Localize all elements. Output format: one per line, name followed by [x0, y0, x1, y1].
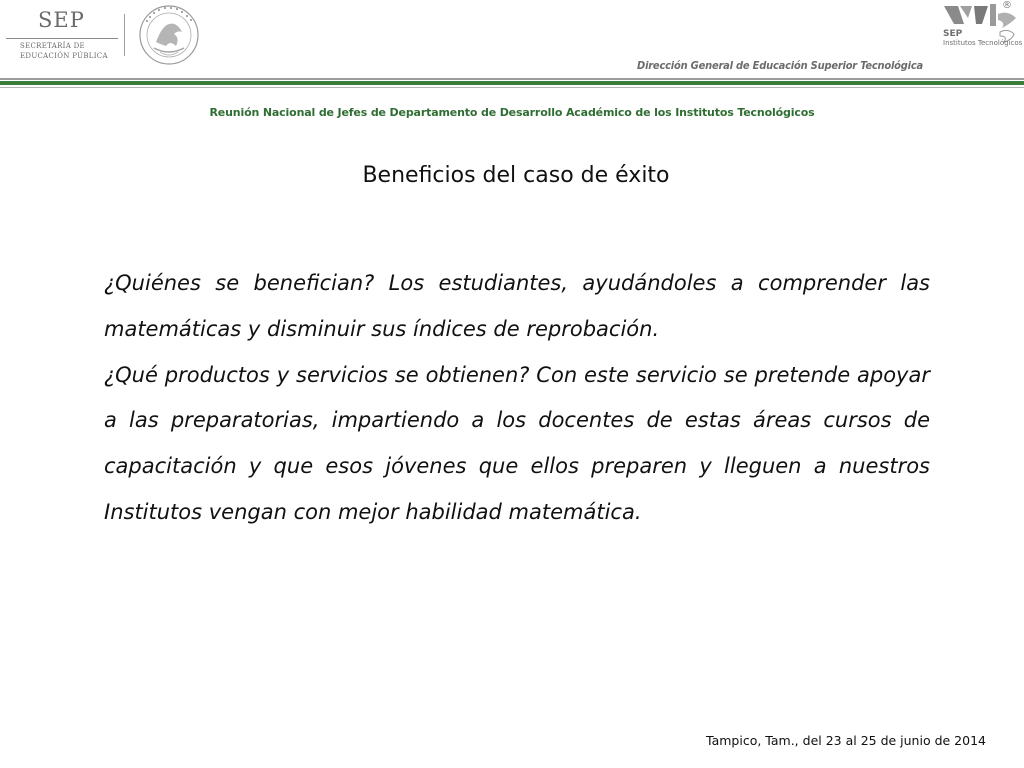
meeting-title: Reunión Nacional de Jefes de Departamento de Desarrollo Académico de los Institutos Tecnológicos: [209, 106, 815, 119]
sep-logo-subtitle: [20, 41, 108, 61]
header-rule-green: [0, 81, 1024, 85]
paragraph-beneficiaries: ¿Quiénes se benefician? Los estudiantes, ayudándoles a comprender las matemáticas y disminuir sus índices de reprobación.: [104, 271, 930, 341]
sep-logo-line2: EDUCACIÓN PÚBLICA: [20, 52, 108, 60]
sep-logo-line1: SECRETARÍA DE: [20, 42, 85, 50]
sep-logo-word: SEP: [38, 8, 85, 32]
mexico-seal-icon: [136, 4, 202, 66]
logo-divider: [124, 14, 125, 56]
registered-mark: ®: [1002, 0, 1012, 11]
footer-location-date: Tampico, Tam., del 23 al 25 de junio de 2014: [706, 733, 986, 748]
slide-title: Beneficios del caso de éxito: [362, 163, 670, 188]
directorate-title: Dirección General de Educación Superior Tecnológica: [637, 59, 923, 72]
header-rule-gray: [0, 78, 1024, 80]
paragraph-products-services: ¿Qué productos y servicios se obtienen? Con este servicio se pretende apoyar a las preparatorias, impartiendo a los docentes de estas áreas cursos de capacitación y que esos jóvenes que ellos preparen y lleguen a nuestros Institutos vengan con mejor habilidad matemática.: [104, 362, 930, 524]
header-rule-gray-thin: [0, 87, 1024, 88]
sep-logo: [6, 8, 118, 62]
sep-logo-rule: [6, 38, 118, 39]
slide-body: [104, 261, 930, 536]
it-logo-word: SEP: [943, 29, 963, 39]
it-logo-subtitle: Institutos Tecnológicos: [943, 39, 1023, 47]
